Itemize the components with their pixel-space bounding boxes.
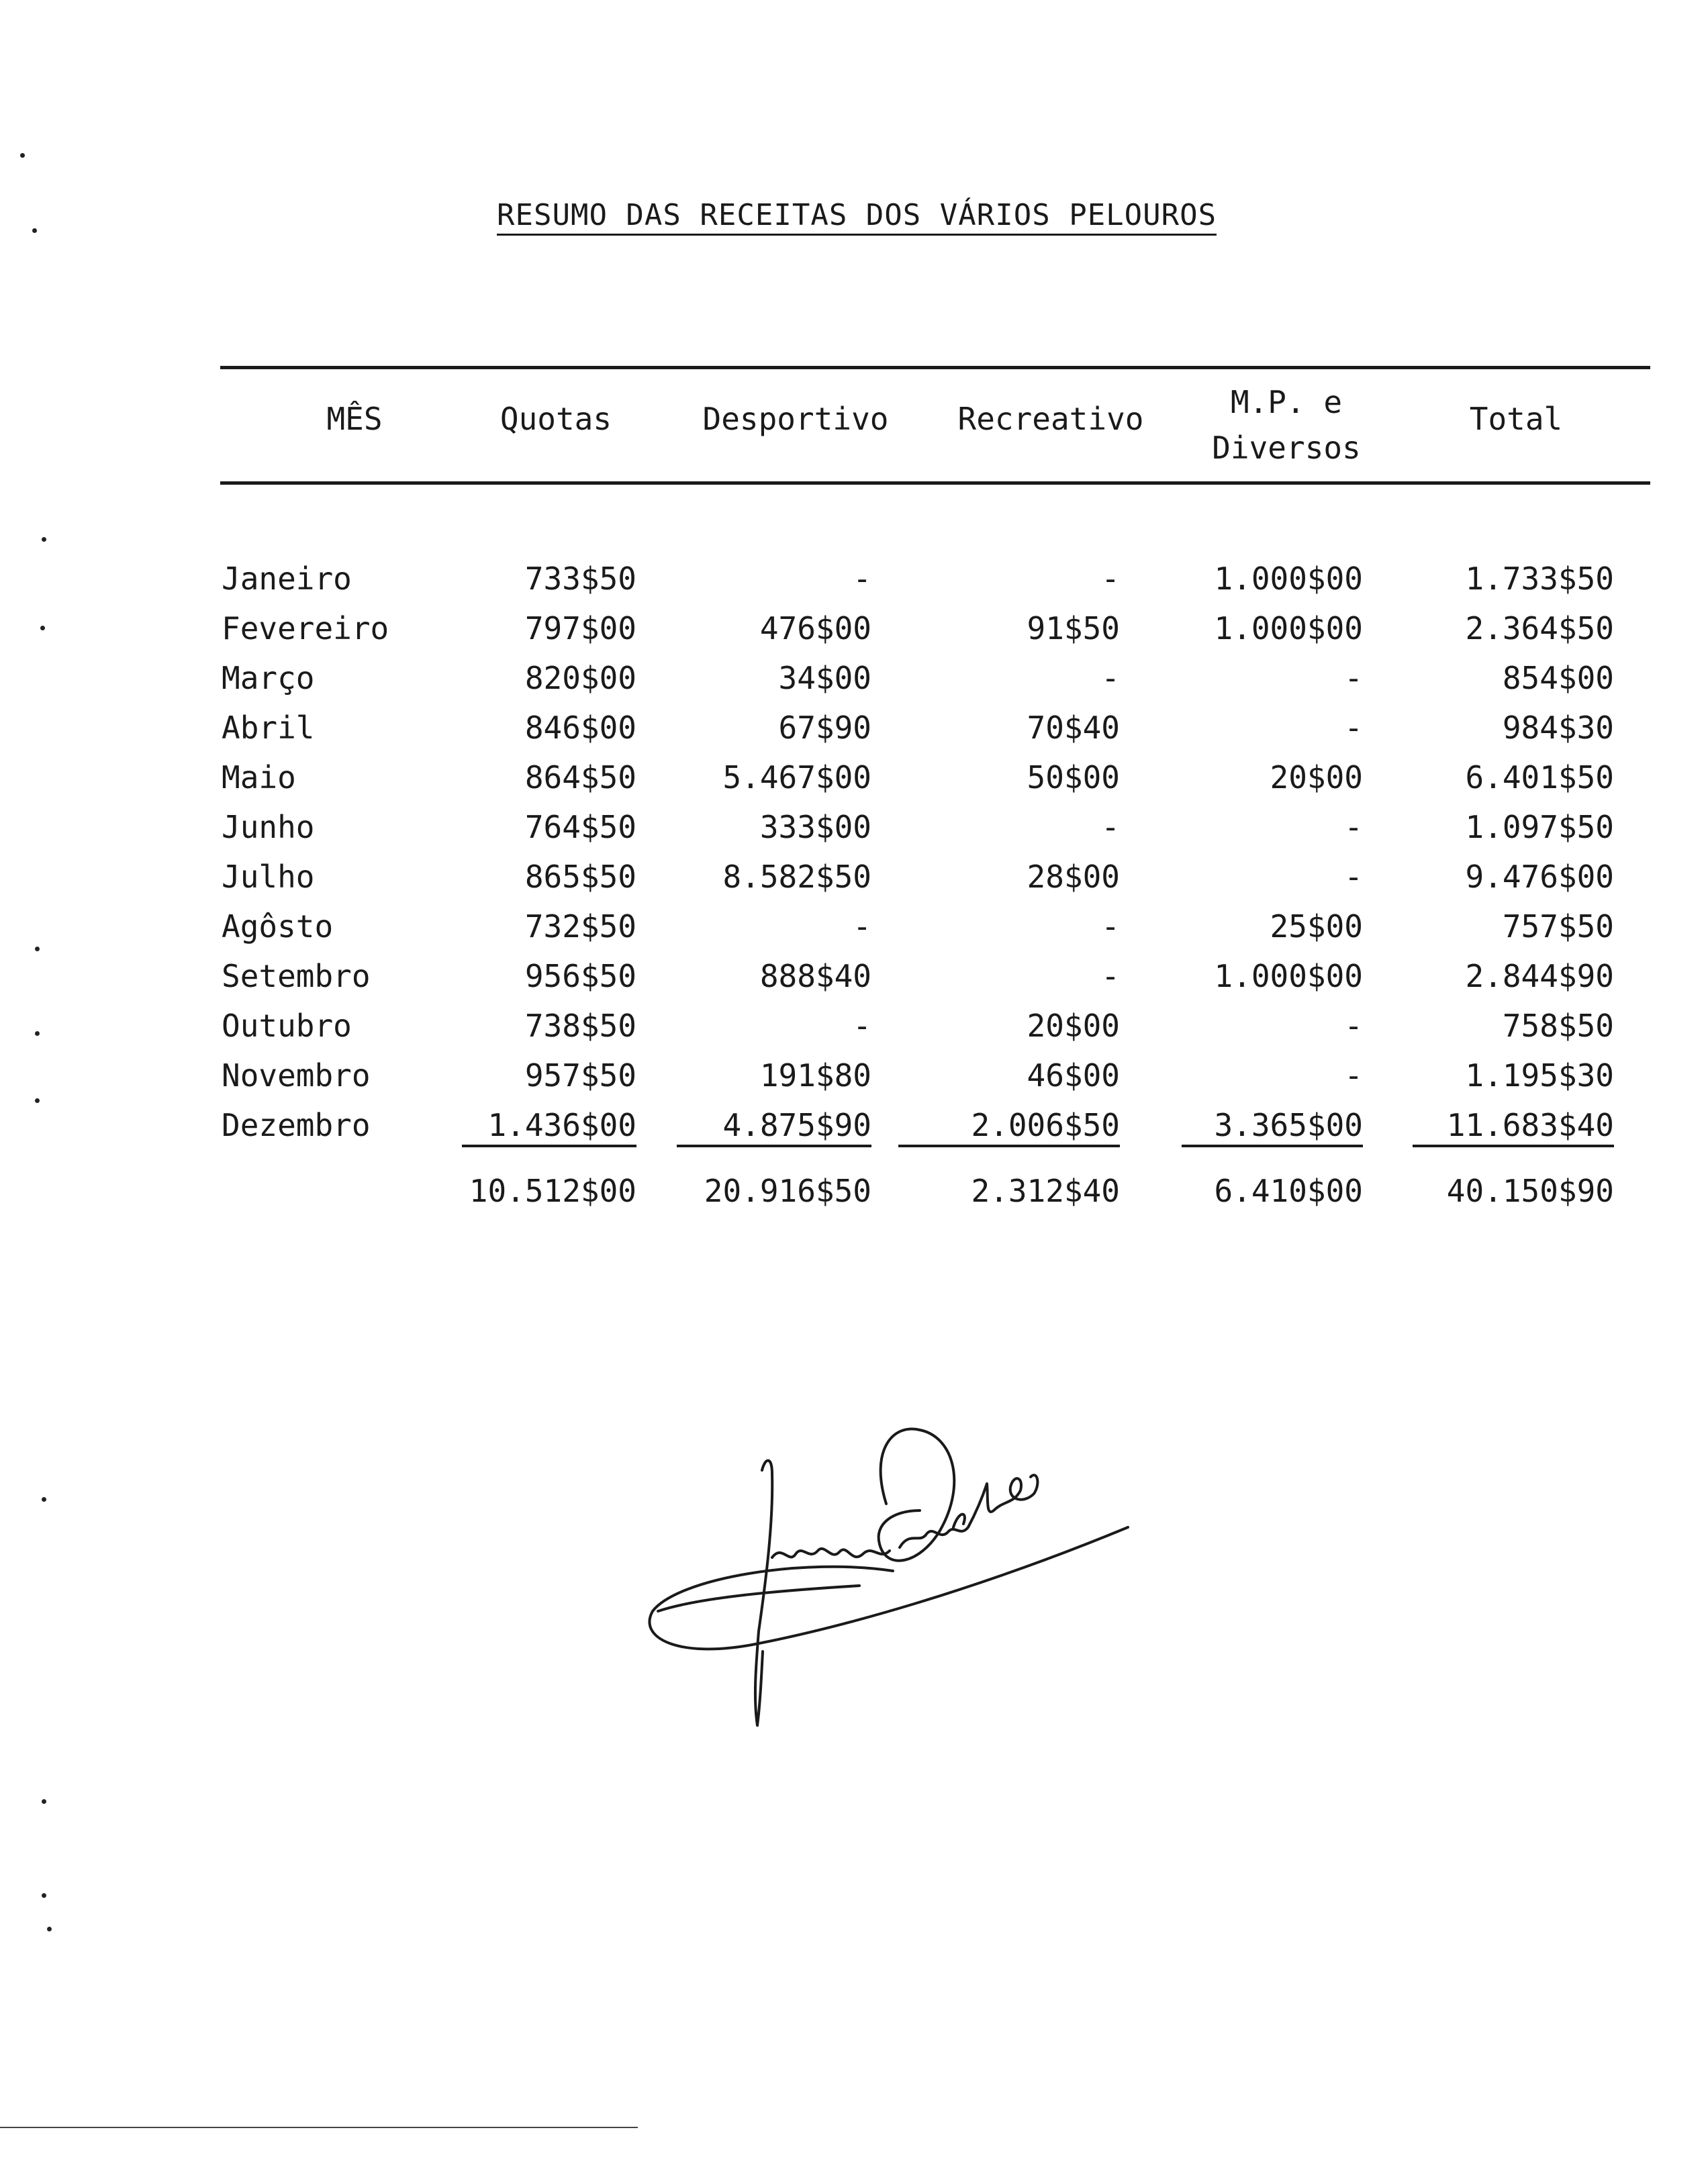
cell-mes: Dezembro: [222, 1107, 371, 1143]
table-row: [220, 908, 1650, 957]
cell-total: 758$50: [1502, 1008, 1614, 1044]
cell-desportivo: 333$00: [759, 809, 871, 845]
cell-mp: -: [1344, 1057, 1363, 1094]
cell-total: 1.097$50: [1465, 809, 1614, 845]
cell-recreativo: -: [1101, 958, 1120, 994]
cell-recreativo: 50$00: [1027, 759, 1120, 796]
cell-recreativo: 91$50: [1027, 610, 1120, 646]
cell-mes: Setembro: [222, 958, 371, 994]
cell-desportivo: 5.467$00: [722, 759, 871, 796]
table-row: [220, 759, 1650, 808]
cell-recreativo: -: [1101, 561, 1120, 597]
cell-mp: -: [1344, 1008, 1363, 1044]
cell-recreativo: 70$40: [1027, 710, 1120, 746]
cell-quotas: 957$50: [524, 1057, 636, 1094]
cell-mes: Fevereiro: [222, 610, 389, 646]
cell-mp: 1.000$00: [1214, 958, 1363, 994]
total-grand: 40.150$90: [1446, 1173, 1614, 1209]
cell-recreativo: -: [1101, 908, 1120, 945]
cell-recreativo: 20$00: [1027, 1008, 1120, 1044]
cell-recreativo: -: [1101, 809, 1120, 845]
cell-total: 9.476$00: [1465, 859, 1614, 895]
table-top-rule: [220, 366, 1650, 369]
cell-mp: -: [1344, 710, 1363, 746]
handwritten-signature: [638, 1410, 1148, 1759]
header-recreativo: Recreativo: [957, 401, 1144, 437]
cell-total: 854$00: [1502, 660, 1614, 696]
table-header-rule: [220, 481, 1650, 485]
cell-total: 984$30: [1502, 710, 1614, 746]
cell-total: 2.364$50: [1465, 610, 1614, 646]
cell-desportivo: 34$00: [778, 660, 871, 696]
cell-quotas: 956$50: [524, 958, 636, 994]
cell-mp: 20$00: [1270, 759, 1363, 796]
cell-total: 11.683$40: [1413, 1107, 1614, 1147]
cell-recreativo: 2.006$50: [898, 1107, 1120, 1147]
table-row: [220, 958, 1650, 1006]
table-row: [220, 561, 1650, 609]
cell-quotas: 1.436$00: [462, 1107, 636, 1147]
cell-quotas: 732$50: [524, 908, 636, 945]
header-mp-line1: M.P. e: [1230, 384, 1343, 420]
total-desportivo: 20.916$50: [704, 1173, 871, 1209]
cell-mes: Março: [222, 660, 315, 696]
total-mp: 6.410$00: [1214, 1173, 1363, 1209]
header-total: Total: [1469, 401, 1563, 437]
cell-quotas: 864$50: [524, 759, 636, 796]
cell-desportivo: 191$80: [759, 1057, 871, 1094]
cell-recreativo: 28$00: [1027, 859, 1120, 895]
table-row: [220, 1008, 1650, 1056]
header-desportivo: Desportivo: [702, 401, 889, 437]
table-row: [220, 610, 1650, 659]
cell-quotas: 820$00: [524, 660, 636, 696]
cell-total: 757$50: [1502, 908, 1614, 945]
cell-mes: Agôsto: [222, 908, 334, 945]
cell-total: 2.844$90: [1465, 958, 1614, 994]
cell-desportivo: 4.875$90: [677, 1107, 871, 1147]
table-row: [220, 660, 1650, 708]
cell-mp: 1.000$00: [1214, 561, 1363, 597]
cell-total: 6.401$50: [1465, 759, 1614, 796]
cell-desportivo: -: [853, 561, 871, 597]
table-row: [220, 1057, 1650, 1106]
cell-quotas: 733$50: [524, 561, 636, 597]
totals-row: [220, 1173, 1650, 1221]
cell-desportivo: 67$90: [778, 710, 871, 746]
cell-mes: Abril: [222, 710, 315, 746]
cell-desportivo: -: [853, 908, 871, 945]
cell-quotas: 846$00: [524, 710, 636, 746]
cell-recreativo: 46$00: [1027, 1057, 1120, 1094]
total-recreativo: 2.312$40: [971, 1173, 1120, 1209]
document-title: RESUMO DAS RECEITAS DOS VÁRIOS PELOUROS: [497, 198, 1217, 236]
cell-desportivo: 888$40: [759, 958, 871, 994]
cell-desportivo: -: [853, 1008, 871, 1044]
cell-mes: Janeiro: [222, 561, 352, 597]
cell-quotas: 797$00: [524, 610, 636, 646]
header-quotas: Quotas: [500, 401, 612, 437]
table-row: [220, 859, 1650, 907]
header-mp-diversos: [1192, 379, 1380, 471]
cell-mes: Maio: [222, 759, 296, 796]
cell-mp: -: [1344, 660, 1363, 696]
table-row: [220, 710, 1650, 758]
header-mes: MÊS: [326, 401, 383, 437]
cell-mes: Outubro: [222, 1008, 352, 1044]
cell-mp: 3.365$00: [1182, 1107, 1363, 1147]
table-row: [220, 1107, 1650, 1155]
cell-mes: Novembro: [222, 1057, 371, 1094]
cell-desportivo: 8.582$50: [722, 859, 871, 895]
cell-mp: -: [1344, 859, 1363, 895]
cell-mes: Julho: [222, 859, 315, 895]
total-quotas: 10.512$00: [469, 1173, 636, 1209]
cell-recreativo: -: [1101, 660, 1120, 696]
cell-mp: 25$00: [1270, 908, 1363, 945]
cell-mes: Junho: [222, 809, 315, 845]
cell-mp: -: [1344, 809, 1363, 845]
cell-total: 1.195$30: [1465, 1057, 1614, 1094]
bottom-edge-line: [0, 2127, 638, 2128]
cell-desportivo: 476$00: [759, 610, 871, 646]
cell-total: 1.733$50: [1465, 561, 1614, 597]
cell-quotas: 764$50: [524, 809, 636, 845]
table-row: [220, 809, 1650, 857]
cell-quotas: 738$50: [524, 1008, 636, 1044]
cell-mp: 1.000$00: [1214, 610, 1363, 646]
header-mp-line2: Diversos: [1212, 430, 1361, 466]
cell-quotas: 865$50: [524, 859, 636, 895]
